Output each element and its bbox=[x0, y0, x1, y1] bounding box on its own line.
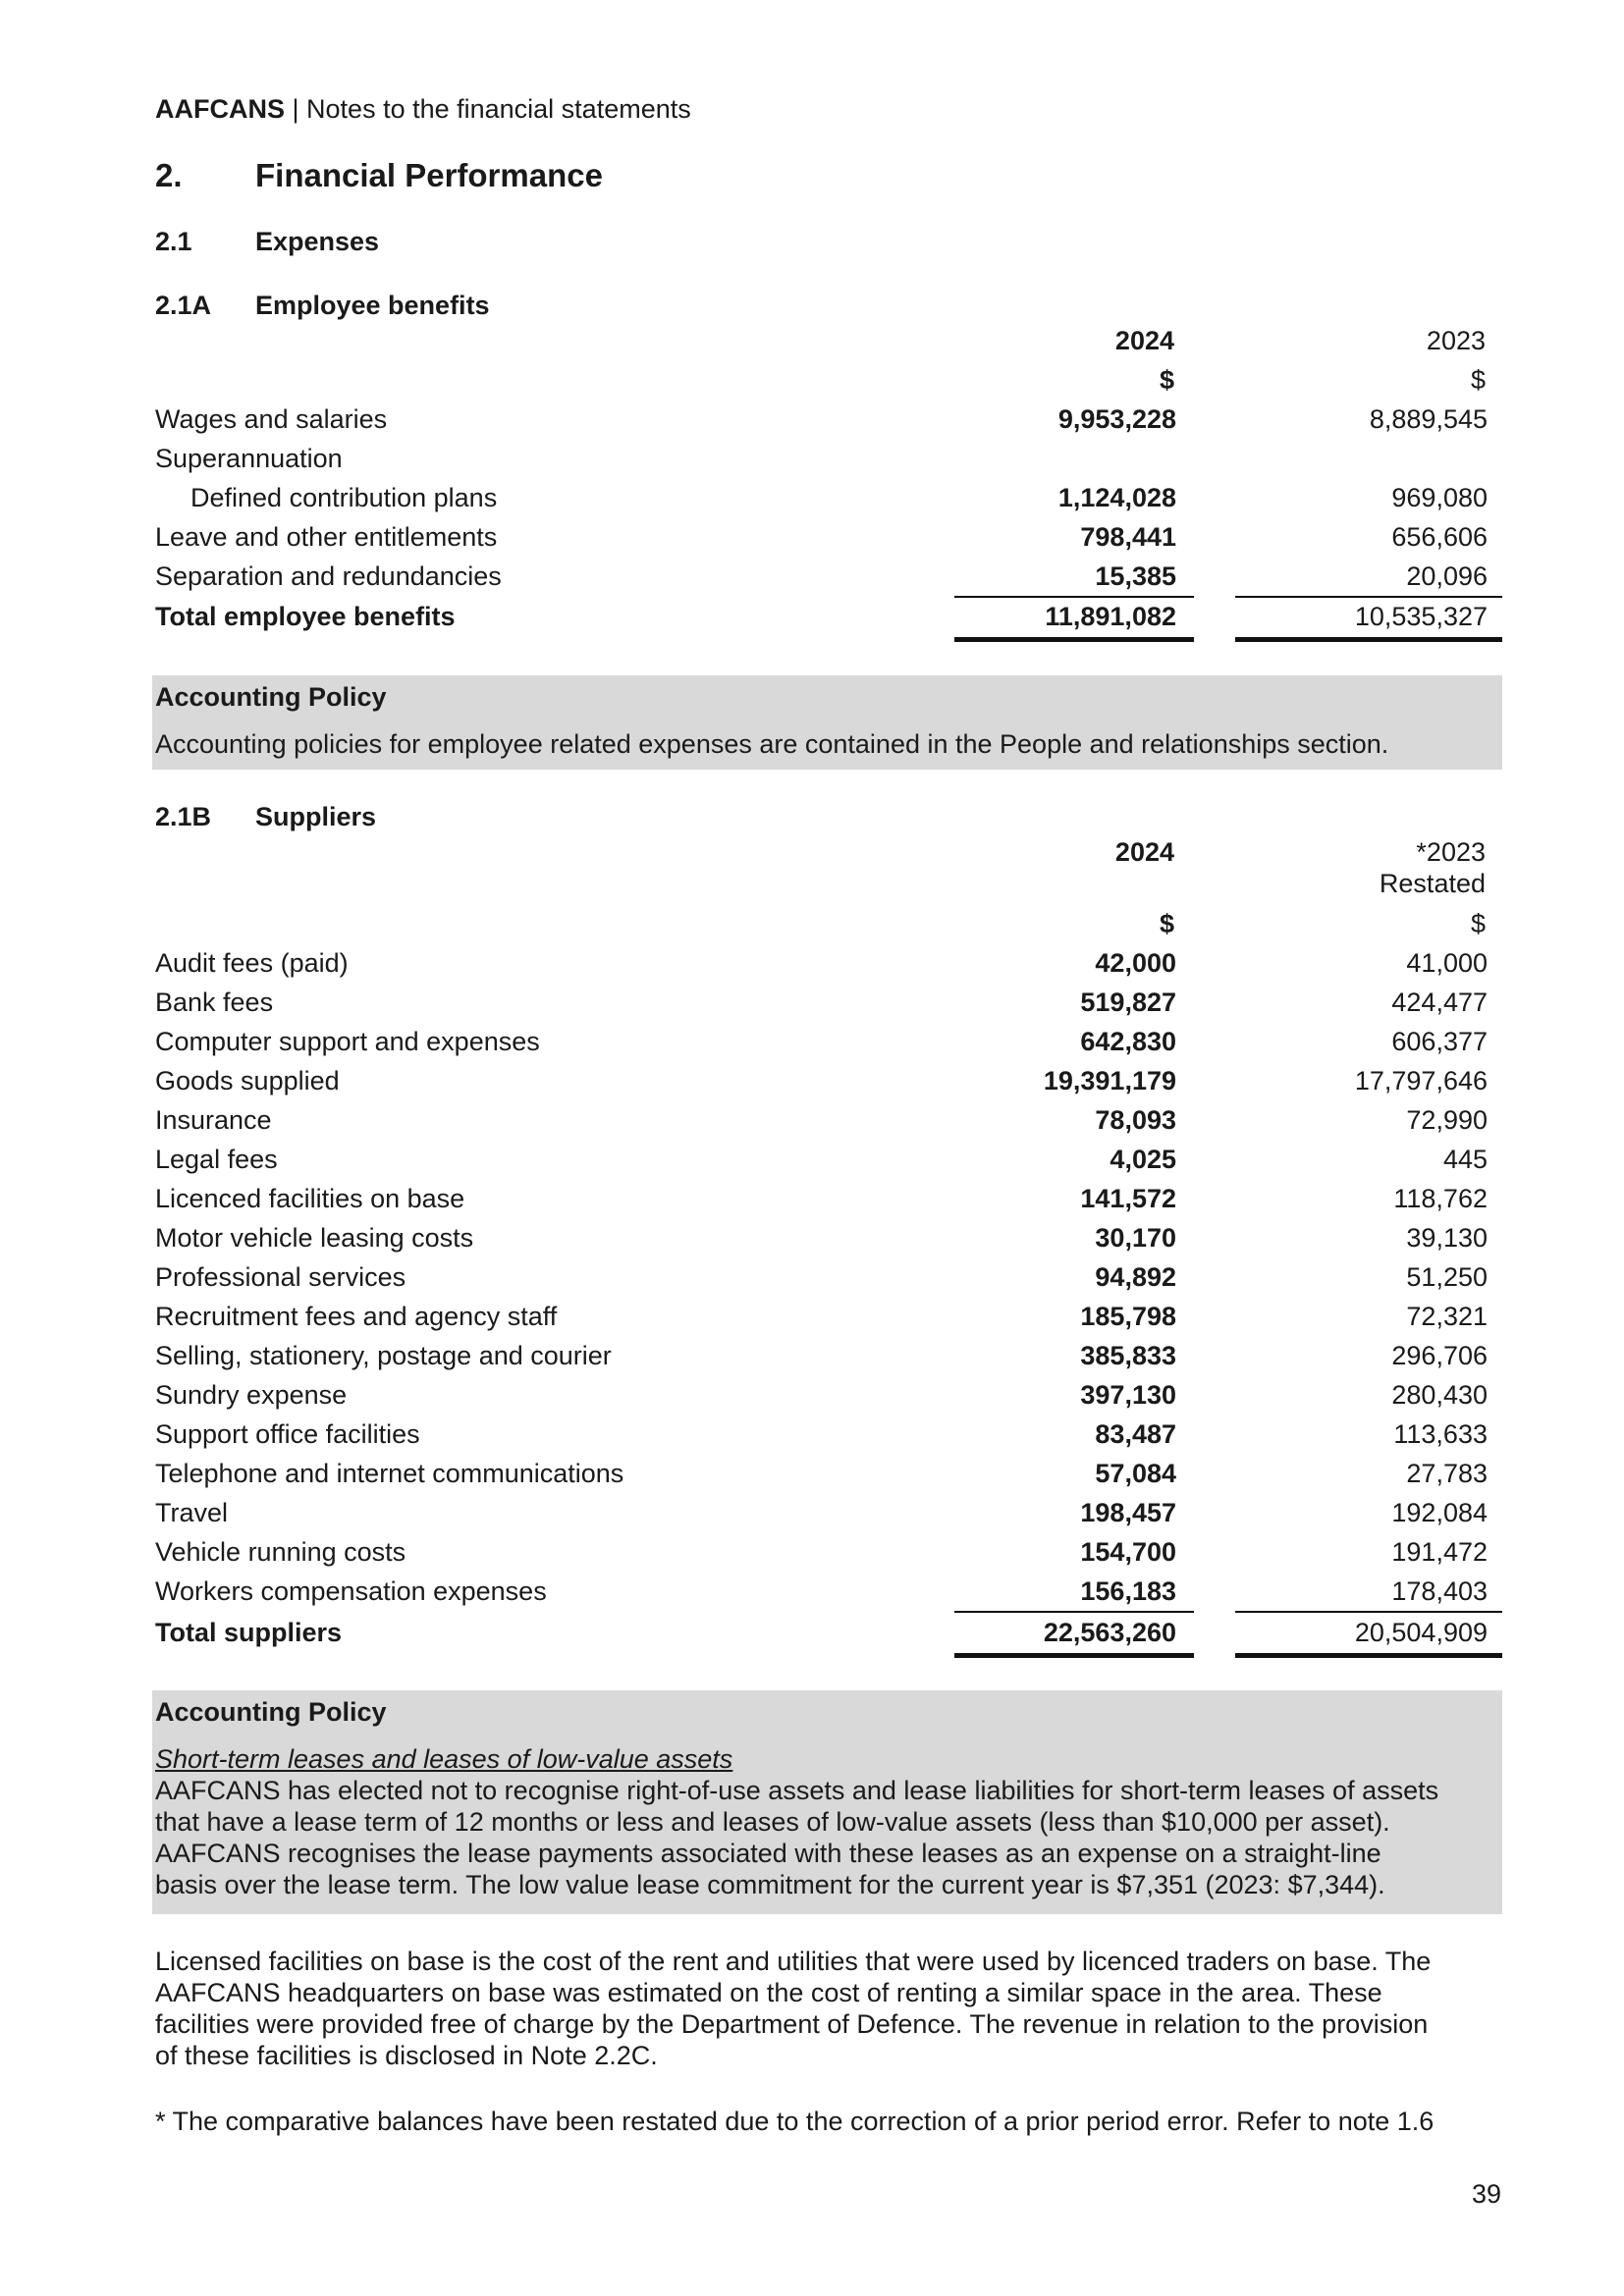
value-2024: 15,385 bbox=[1095, 561, 1176, 591]
total-label: Total employee benefits bbox=[155, 602, 456, 631]
table-row bbox=[155, 522, 1500, 561]
row-label: Insurance bbox=[155, 1105, 272, 1135]
row-label: Superannuation bbox=[155, 444, 343, 473]
section-title: Financial Performance bbox=[255, 157, 603, 193]
subsection-title: Expenses bbox=[255, 227, 380, 256]
total-rule-2024 bbox=[954, 1653, 1194, 1658]
subtotal-rule-2023 bbox=[1235, 1611, 1502, 1613]
value-2024: 83,487 bbox=[1095, 1419, 1176, 1449]
policy-title: Accounting Policy bbox=[155, 1697, 387, 1727]
total-label: Total suppliers bbox=[155, 1618, 343, 1647]
table-row bbox=[155, 404, 1500, 444]
value-2023: 191,472 bbox=[1391, 1537, 1488, 1567]
table-row bbox=[155, 1066, 1500, 1105]
eb-unit-current: $ bbox=[1159, 365, 1174, 395]
value-2024: 198,457 bbox=[1080, 1498, 1176, 1527]
total-2024: 11,891,082 bbox=[1045, 602, 1176, 631]
row-label: Defined contribution plans bbox=[190, 483, 498, 512]
table-row bbox=[155, 1302, 1500, 1341]
value-2024: 4,025 bbox=[1110, 1145, 1176, 1174]
policy-line: AAFCANS has elected not to recognise right-of-use assets and lease liabilities for short-term leases of assets bbox=[155, 1776, 1439, 1805]
accounting-policy-box bbox=[152, 1690, 1502, 1914]
value-2024: 642,830 bbox=[1080, 1027, 1176, 1056]
value-2023: 51,250 bbox=[1406, 1262, 1488, 1292]
table-row bbox=[155, 1498, 1500, 1537]
policy-subtitle: Short-term leases and leases of low-value assets bbox=[155, 1744, 733, 1774]
value-2023: 17,797,646 bbox=[1354, 1066, 1488, 1095]
table-row bbox=[155, 1341, 1500, 1380]
value-2024: 397,130 bbox=[1080, 1380, 1176, 1410]
header-org: AAFCANS bbox=[155, 94, 285, 124]
value-2023: 969,080 bbox=[1391, 483, 1488, 512]
value-2023: 8,889,545 bbox=[1369, 404, 1488, 434]
subtotal-rule-2024 bbox=[954, 596, 1194, 598]
paragraph-line: AAFCANS headquarters on base was estimated on the cost of renting a similar space in the area. These bbox=[155, 1978, 1382, 2007]
note-paragraph bbox=[155, 1946, 1500, 2071]
employee-benefits-title: Employee benefits bbox=[255, 291, 490, 320]
table-row bbox=[155, 988, 1500, 1027]
value-2024: 30,170 bbox=[1095, 1223, 1176, 1253]
employee-benefits-number: 2.1A bbox=[155, 291, 212, 320]
subtotal-rule-2023 bbox=[1235, 596, 1502, 598]
value-2023: 445 bbox=[1442, 1145, 1488, 1174]
paragraph-line: facilities were provided free of charge by the Department of Defence. The revenue in relation to the provision bbox=[155, 2009, 1429, 2039]
page-number: 39 bbox=[1471, 2179, 1501, 2209]
paragraph-line: of these facilities is disclosed in Note 2.2C. bbox=[155, 2041, 658, 2070]
value-2023: 606,377 bbox=[1391, 1027, 1488, 1056]
total-2023: 10,535,327 bbox=[1354, 602, 1488, 631]
suppliers-number: 2.1B bbox=[155, 802, 212, 831]
table-row bbox=[155, 444, 1500, 483]
total-row bbox=[155, 602, 1500, 641]
value-2023: 178,403 bbox=[1391, 1576, 1488, 1606]
value-2024: 78,093 bbox=[1095, 1105, 1176, 1135]
row-label: Workers compensation expenses bbox=[155, 1576, 547, 1606]
table-row bbox=[155, 1419, 1500, 1459]
table-row bbox=[155, 948, 1500, 988]
row-label: Vehicle running costs bbox=[155, 1537, 406, 1567]
policy-line: basis over the lease term. The low value lease commitment for the current year is $7,351 (2023: $7,344). bbox=[155, 1870, 1385, 1899]
value-2024: 19,391,179 bbox=[1043, 1066, 1176, 1095]
sup-year-current: 2024 bbox=[1114, 837, 1174, 867]
table-row bbox=[155, 1537, 1500, 1576]
value-2024: 9,953,228 bbox=[1057, 404, 1176, 434]
value-2023: 424,477 bbox=[1391, 988, 1488, 1017]
value-2024: 385,833 bbox=[1080, 1341, 1176, 1370]
row-label: Licenced facilities on base bbox=[155, 1184, 465, 1213]
table-row bbox=[155, 1145, 1500, 1184]
row-label: Leave and other entitlements bbox=[155, 522, 498, 552]
restatement-footnote: * The comparative balances have been restated due to the correction of a prior period error. Refer to note 1.6 bbox=[155, 2107, 1435, 2136]
value-2024: 42,000 bbox=[1095, 948, 1176, 978]
sup-unit-prior: $ bbox=[1470, 909, 1486, 938]
value-2024: 154,700 bbox=[1080, 1537, 1176, 1567]
row-label: Professional services bbox=[155, 1262, 406, 1292]
value-2023: 656,606 bbox=[1391, 522, 1488, 552]
value-2023: 72,990 bbox=[1406, 1105, 1488, 1135]
policy-body bbox=[155, 1743, 1502, 1900]
sup-restated-label: Restated bbox=[1379, 869, 1486, 898]
row-label: Motor vehicle leasing costs bbox=[155, 1223, 474, 1253]
value-2023: 72,321 bbox=[1406, 1302, 1488, 1331]
policy-title: Accounting Policy bbox=[155, 682, 387, 712]
value-2023: 280,430 bbox=[1391, 1380, 1488, 1410]
row-label: Travel bbox=[155, 1498, 229, 1527]
table-row bbox=[155, 483, 1500, 522]
row-label: Recruitment fees and agency staff bbox=[155, 1302, 558, 1331]
section-number: 2. bbox=[155, 157, 183, 193]
table-row bbox=[155, 1380, 1500, 1419]
table-row bbox=[155, 1223, 1500, 1262]
value-2024: 94,892 bbox=[1095, 1262, 1176, 1292]
table-row bbox=[155, 561, 1500, 601]
row-label: Audit fees (paid) bbox=[155, 948, 349, 978]
row-label: Separation and redundancies bbox=[155, 561, 502, 591]
eb-year-current: 2024 bbox=[1114, 326, 1174, 355]
value-2023: 192,084 bbox=[1391, 1498, 1488, 1527]
row-label: Wages and salaries bbox=[155, 404, 388, 434]
row-label: Legal fees bbox=[155, 1145, 278, 1174]
running-header bbox=[155, 94, 691, 125]
value-2024: 57,084 bbox=[1095, 1459, 1176, 1488]
paragraph-line: Licensed facilities on base is the cost of the rent and utilities that were used by licenced traders on base. The bbox=[155, 1947, 1432, 1976]
value-2024: 141,572 bbox=[1080, 1184, 1176, 1213]
value-2023: 27,783 bbox=[1406, 1459, 1488, 1488]
accounting-policy-box bbox=[152, 675, 1502, 770]
value-2023: 296,706 bbox=[1391, 1341, 1488, 1370]
value-2024: 185,798 bbox=[1080, 1302, 1176, 1331]
policy-line: that have a lease term of 12 months or less and leases of low-value assets (less than $10,000 per asset). bbox=[155, 1807, 1390, 1837]
sup-unit-current: $ bbox=[1159, 909, 1174, 938]
table-row bbox=[155, 1459, 1500, 1498]
value-2023: 118,762 bbox=[1393, 1184, 1488, 1213]
total-rule-2023 bbox=[1235, 637, 1502, 642]
policy-line: AAFCANS recognises the lease payments associated with these leases as an expense on a straight-line bbox=[155, 1839, 1381, 1868]
row-label: Computer support and expenses bbox=[155, 1027, 540, 1056]
value-2024: 156,183 bbox=[1080, 1576, 1176, 1606]
value-2023: 41,000 bbox=[1406, 948, 1488, 978]
row-label: Sundry expense bbox=[155, 1380, 348, 1410]
row-label: Goods supplied bbox=[155, 1066, 340, 1095]
header-title: Notes to the financial statements bbox=[306, 94, 691, 124]
table-row bbox=[155, 1184, 1500, 1223]
total-2024: 22,563,260 bbox=[1043, 1618, 1176, 1647]
eb-unit-prior: $ bbox=[1470, 365, 1486, 395]
subtotal-rule-2024 bbox=[954, 1611, 1194, 1613]
value-2024: 519,827 bbox=[1080, 988, 1176, 1017]
value-2024: 798,441 bbox=[1080, 522, 1176, 552]
row-label: Telephone and internet communications bbox=[155, 1459, 624, 1488]
total-rule-2023 bbox=[1235, 1653, 1502, 1658]
row-label: Selling, stationery, postage and courier bbox=[155, 1341, 612, 1370]
table-row bbox=[155, 1576, 1500, 1616]
table-row bbox=[155, 1105, 1500, 1145]
value-2023: 39,130 bbox=[1406, 1223, 1488, 1253]
header-separator: | bbox=[285, 94, 307, 124]
value-2023: 20,096 bbox=[1406, 561, 1488, 591]
value-2023: 113,633 bbox=[1393, 1419, 1488, 1449]
sup-year-prior: *2023 bbox=[1416, 837, 1486, 867]
eb-year-prior: 2023 bbox=[1426, 326, 1486, 355]
suppliers-title: Suppliers bbox=[255, 802, 377, 831]
total-2023: 20,504,909 bbox=[1354, 1618, 1488, 1647]
policy-text: Accounting policies for employee related expenses are contained in the People and relationships section. bbox=[155, 729, 1389, 759]
table-row bbox=[155, 1262, 1500, 1302]
row-label: Bank fees bbox=[155, 988, 274, 1017]
total-row bbox=[155, 1618, 1500, 1657]
total-rule-2024 bbox=[954, 637, 1194, 642]
value-2024: 1,124,028 bbox=[1057, 483, 1176, 512]
subsection-number: 2.1 bbox=[155, 227, 192, 256]
table-row bbox=[155, 1027, 1500, 1066]
row-label: Support office facilities bbox=[155, 1419, 420, 1449]
